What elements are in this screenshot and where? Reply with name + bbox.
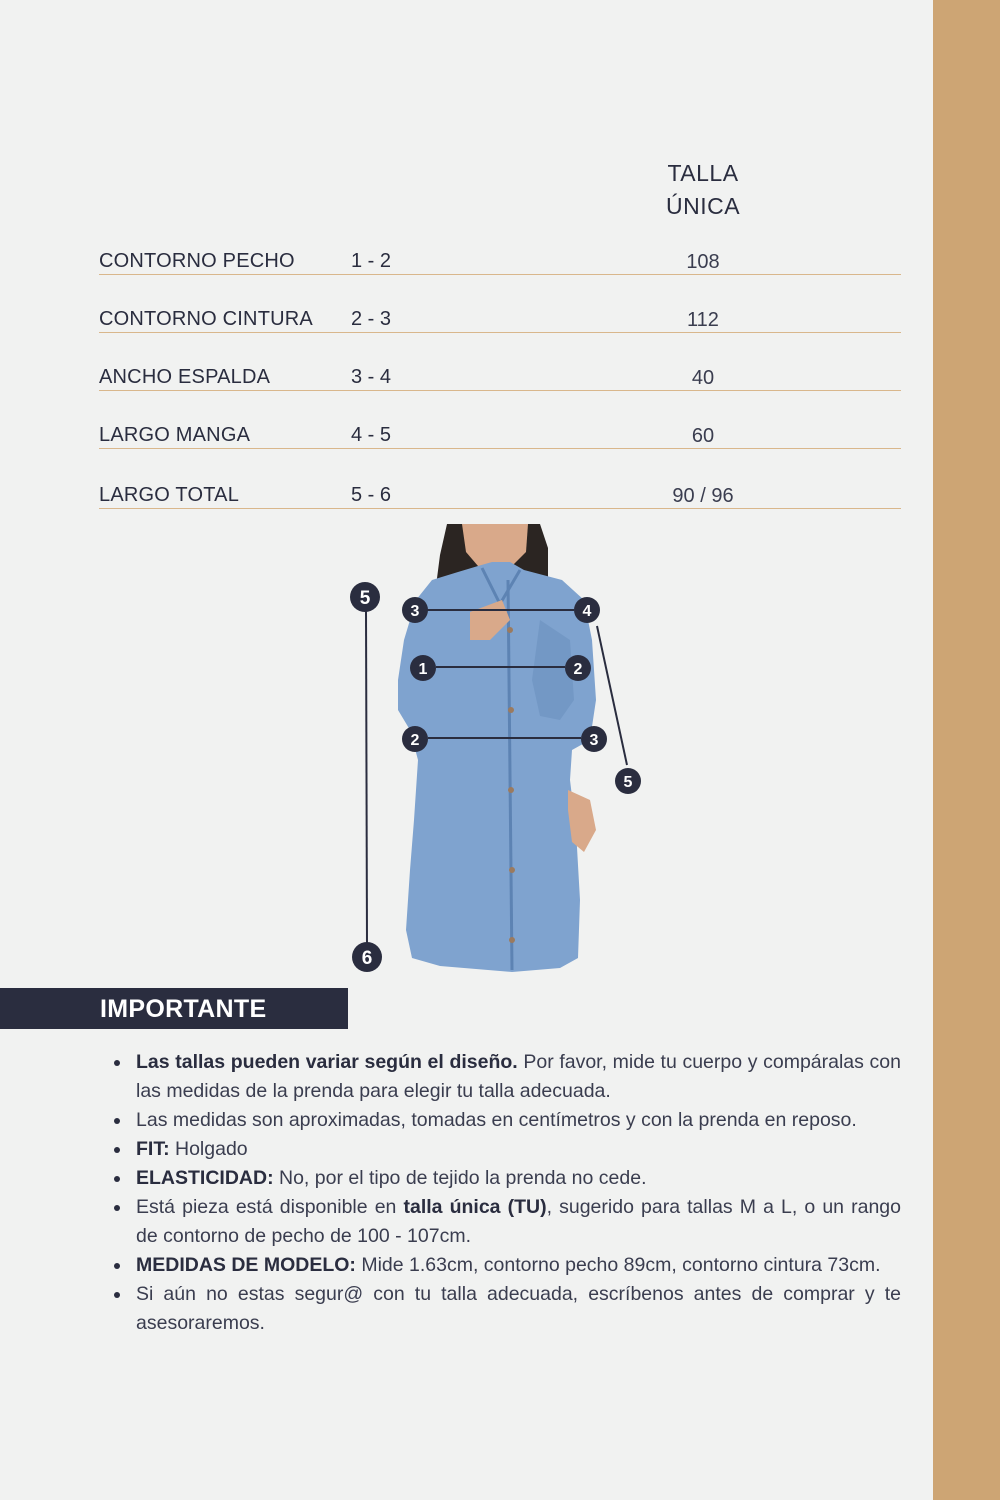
note-prefix: Está pieza está disponible en [136,1196,404,1218]
note-item [112,1280,901,1338]
dress-button [508,707,514,713]
marker-1 [410,655,436,681]
measure-value: 112 [687,309,719,331]
measure-points: 5 - 6 [351,484,392,506]
size-header-line1: TALLA [667,160,739,186]
svg-text:5: 5 [359,588,371,609]
measure-line-total-length [366,610,367,945]
measure-label: CONTORNO CINTURA [99,308,313,330]
note-text: Por favor, mide tu cuerpo y compáralas con las medidas de la prenda para elegir tu talla adecuada. [136,1051,901,1102]
marker-3-waist [581,726,607,752]
note-text: No, por el tipo de tejido la prenda no cede. [273,1167,647,1189]
note-bold: FIT: [136,1138,170,1160]
note-bold: Las tallas pueden variar según el diseño. [136,1051,518,1073]
dress-button [508,787,514,793]
measure-points: 2 - 3 [351,308,392,330]
note-bold: MEDIDAS DE MODELO: [136,1254,356,1276]
important-notes-list [112,1048,901,1338]
note-item [112,1164,901,1193]
measure-points: 4 - 5 [351,424,392,446]
svg-text:2: 2 [410,732,420,749]
important-title: IMPORTANTE [100,995,267,1023]
measure-row-back-width [99,360,901,391]
note-bold: ELASTICIDAD: [136,1167,274,1189]
size-header-line2: ÚNICA [665,193,741,219]
note-text: Mide 1.63cm, contorno pecho 89cm, contorno cintura 73cm. [355,1254,881,1276]
measure-label: LARGO TOTAL [99,484,240,506]
marker-2-chest [565,655,591,681]
measure-row-sleeve-length [99,418,901,449]
measure-value: 60 [691,425,715,447]
dress-button [507,627,513,633]
measure-label: ANCHO ESPALDA [99,366,271,388]
svg-text:1: 1 [418,661,428,678]
dress-button [509,937,515,943]
measure-row-total-length [99,478,901,509]
marker-5-sleeve [615,768,641,794]
note-bold: talla única (TU) [403,1196,547,1218]
note-text: Holgado [169,1138,248,1160]
measure-value: 108 [686,251,720,273]
svg-text:5: 5 [623,774,633,791]
note-text: Las medidas son aproximadas, tomadas en centímetros y con la prenda en reposo. [136,1109,857,1131]
note-item [112,1135,901,1164]
garment-measurement-figure [340,520,650,980]
measure-points: 1 - 2 [351,250,392,272]
measure-value: 90 / 96 [672,485,734,507]
measure-row-chest [99,244,901,275]
marker-4 [574,597,600,623]
svg-text:3: 3 [589,732,599,749]
marker-5-top [350,582,380,612]
marker-6 [352,942,382,972]
marker-2-waist [402,726,428,752]
note-item [112,1251,901,1280]
important-section-header [0,988,348,1029]
note-item [112,1193,901,1251]
svg-text:4: 4 [582,603,592,620]
measure-points: 3 - 4 [351,366,392,388]
side-accent-band [933,0,1000,1500]
dress-button [509,867,515,873]
svg-text:2: 2 [573,661,583,678]
note-text: Si aún no estas segur@ con tu talla adecuada, escríbenos antes de comprar y te asesoraremos. [136,1283,901,1334]
measure-row-waist [99,302,901,333]
size-column-header [630,157,776,223]
note-item [112,1106,901,1135]
svg-text:3: 3 [410,603,420,620]
note-text: , sugerido para tallas M a L, o un rango de contorno de pecho de 100 - 107cm. [136,1196,901,1247]
measure-label: CONTORNO PECHO [99,250,295,272]
svg-text:6: 6 [361,948,373,969]
note-item [112,1048,901,1106]
measure-label: LARGO MANGA [99,424,251,446]
measure-value: 40 [691,367,715,389]
marker-3-top [402,597,428,623]
